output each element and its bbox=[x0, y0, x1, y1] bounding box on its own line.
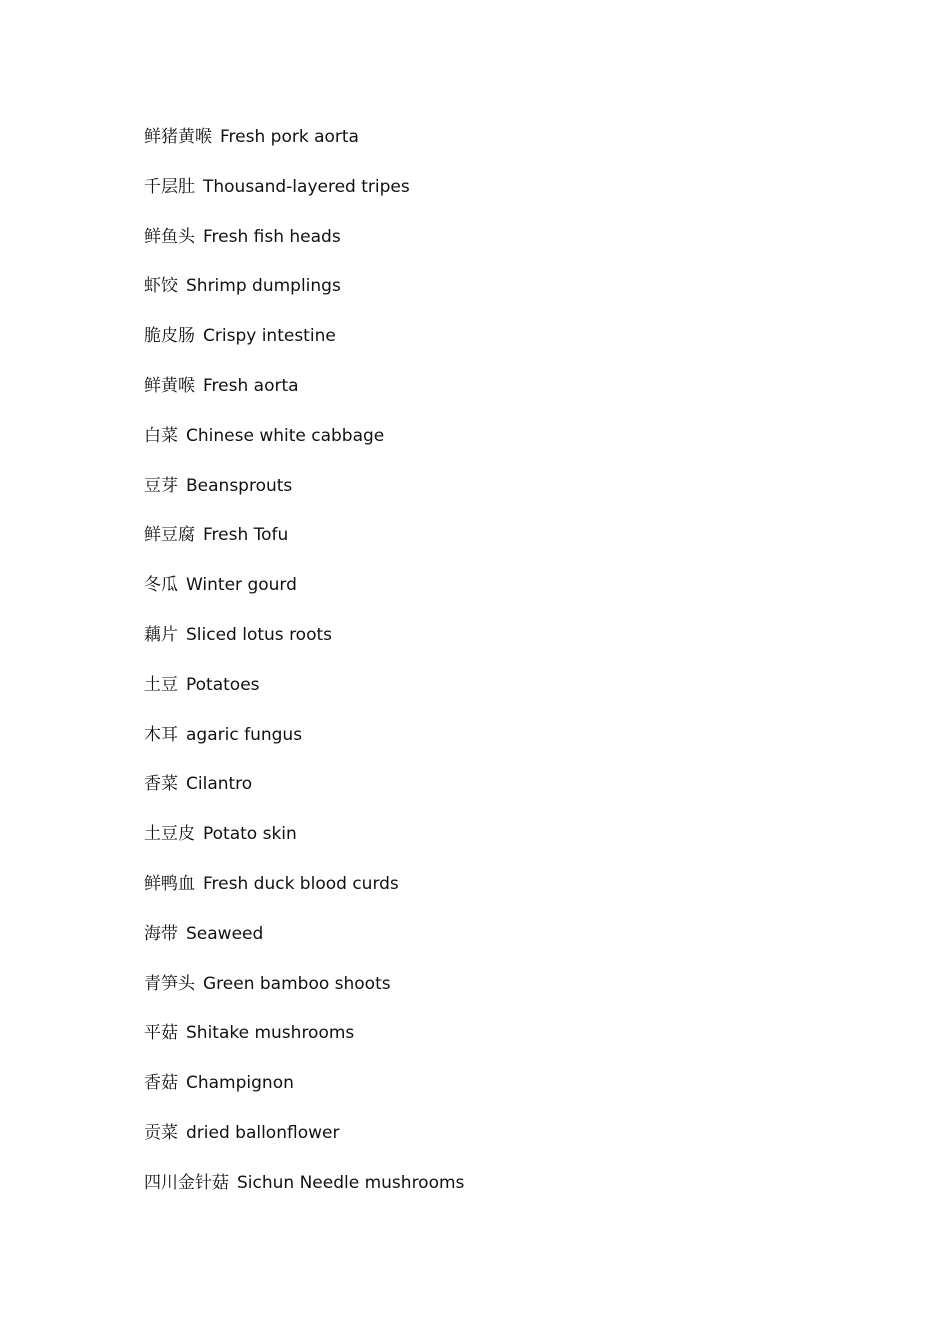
item-chinese: 土豆 bbox=[144, 674, 178, 695]
item-chinese: 鲜鸭血 bbox=[144, 873, 195, 894]
item-chinese: 千层肚 bbox=[144, 176, 195, 197]
list-item bbox=[144, 176, 464, 226]
item-english: Seaweed bbox=[186, 923, 264, 944]
list-item bbox=[144, 973, 464, 1023]
item-english: Fresh pork aorta bbox=[220, 127, 359, 147]
item-chinese: 青笋头 bbox=[144, 973, 195, 994]
list-item bbox=[144, 873, 464, 923]
item-english: Fresh fish heads bbox=[203, 226, 341, 247]
list-item bbox=[144, 773, 464, 823]
list-item bbox=[144, 524, 464, 574]
list-item bbox=[144, 275, 464, 325]
item-chinese: 白菜 bbox=[144, 425, 178, 446]
list-item bbox=[144, 375, 464, 425]
item-chinese: 香菜 bbox=[144, 774, 178, 795]
item-english: agaric fungus bbox=[186, 724, 303, 745]
item-english: Fresh Tofu bbox=[203, 525, 289, 546]
item-english: Crispy intestine bbox=[203, 326, 336, 347]
list-item bbox=[144, 126, 464, 176]
item-chinese: 脆皮肠 bbox=[144, 326, 195, 347]
item-chinese: 鲜豆腐 bbox=[144, 525, 195, 546]
item-chinese: 土豆皮 bbox=[144, 824, 195, 845]
item-english: Chinese white cabbage bbox=[186, 425, 385, 446]
item-english: dried ballonflower bbox=[186, 1122, 340, 1143]
list-item bbox=[144, 674, 464, 724]
item-english: Shitake mushrooms bbox=[186, 1023, 355, 1044]
list-item bbox=[144, 325, 464, 375]
item-chinese: 平菇 bbox=[144, 1023, 178, 1044]
item-chinese: 鲜鱼头 bbox=[144, 226, 195, 247]
item-english: Green bamboo shoots bbox=[203, 973, 391, 994]
list-item bbox=[144, 1122, 464, 1172]
item-chinese: 贡菜 bbox=[144, 1122, 178, 1143]
item-chinese: 虾饺 bbox=[144, 276, 178, 297]
item-english: Champignon bbox=[186, 1073, 294, 1094]
item-english: Fresh aorta bbox=[203, 375, 299, 396]
item-chinese: 豆芽 bbox=[144, 475, 178, 496]
list-item bbox=[144, 1022, 464, 1072]
item-english: Potato skin bbox=[203, 824, 297, 845]
item-chinese: 海带 bbox=[144, 923, 178, 944]
list-item bbox=[144, 624, 464, 674]
item-chinese: 四川金针菇 bbox=[144, 1172, 229, 1193]
list-item bbox=[144, 1072, 464, 1122]
item-chinese: 藕片 bbox=[144, 624, 178, 645]
item-english: Thousand-layered tripes bbox=[203, 176, 410, 197]
list-item bbox=[144, 425, 464, 475]
item-chinese: 鲜猪黄喉 bbox=[144, 127, 212, 147]
item-chinese: 香菇 bbox=[144, 1073, 178, 1094]
item-english: Winter gourd bbox=[186, 575, 297, 596]
item-english: Shrimp dumplings bbox=[186, 276, 341, 297]
item-english: Sichun Needle mushrooms bbox=[237, 1172, 465, 1193]
item-english: Beansprouts bbox=[186, 475, 293, 496]
item-english: Potatoes bbox=[186, 674, 260, 695]
item-english: Fresh duck blood curds bbox=[203, 873, 399, 894]
list-item bbox=[144, 574, 464, 624]
list-item bbox=[144, 823, 464, 873]
item-chinese: 鲜黄喉 bbox=[144, 375, 195, 396]
list-item bbox=[144, 1172, 464, 1222]
item-english: Sliced lotus roots bbox=[186, 624, 333, 645]
list-item bbox=[144, 923, 464, 973]
ingredient-list bbox=[144, 126, 464, 1222]
list-item bbox=[144, 226, 464, 276]
list-item bbox=[144, 724, 464, 774]
item-chinese: 木耳 bbox=[144, 724, 178, 745]
list-item bbox=[144, 475, 464, 525]
item-chinese: 冬瓜 bbox=[144, 575, 178, 596]
item-english: Cilantro bbox=[186, 774, 253, 795]
